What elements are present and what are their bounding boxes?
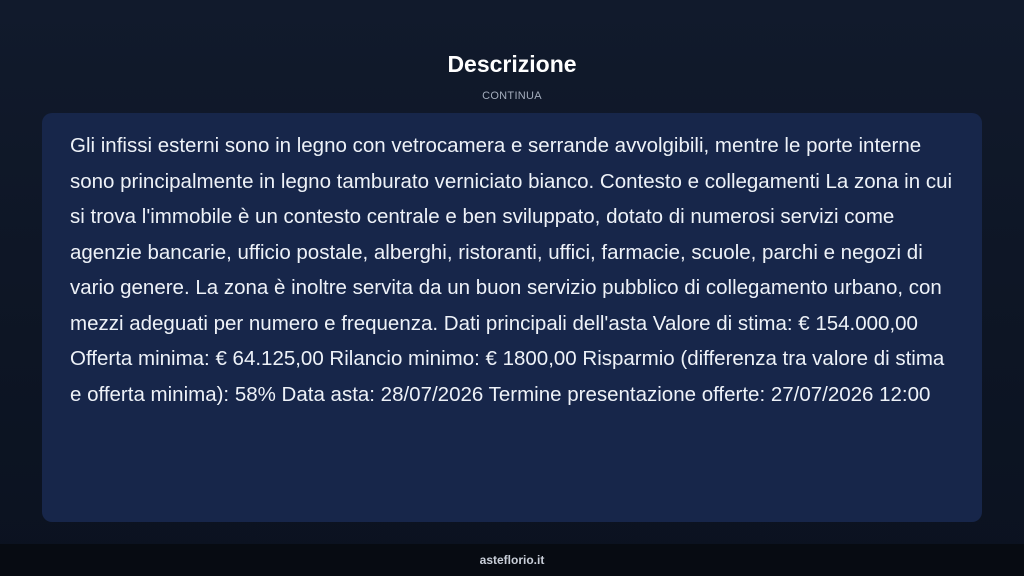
description-text: Gli infissi esterni sono in legno con vetrocamera e serrande avvolgibili, mentre le porte interne sono principalmente in legno tamburato verniciato bianco. Contesto e collegamenti La zona in cui si trova l'immobile è un contesto centrale e ben sviluppato, dotato di numerosi servizi come agenzie bancarie, ufficio postale, alberghi, ristoranti, uffici, farmacie, scuole, parchi e negozi di vario genere. La zona è inoltre servita da un buon servizio pubblico di collegamento urbano, con mezzi adeguati per numero e frequenza. Dati principali dell'asta Valore di stima: € 154.000,00 Offerta minima: € 64.125,00 Rilancio minimo: € 1800,00 Risparmio (differenza tra valore di stima e offerta minima): 58% Data asta: 28/07/2026 Termine presentazione offerte: 27/07/2026 12:00 xyxy=(70,134,953,406)
page-title: Descrizione xyxy=(447,51,577,77)
description-card xyxy=(42,113,982,522)
site-name: asteflorio.it xyxy=(479,553,545,567)
footer-bar xyxy=(0,544,1024,576)
continue-label: CONTINUA xyxy=(482,90,542,102)
